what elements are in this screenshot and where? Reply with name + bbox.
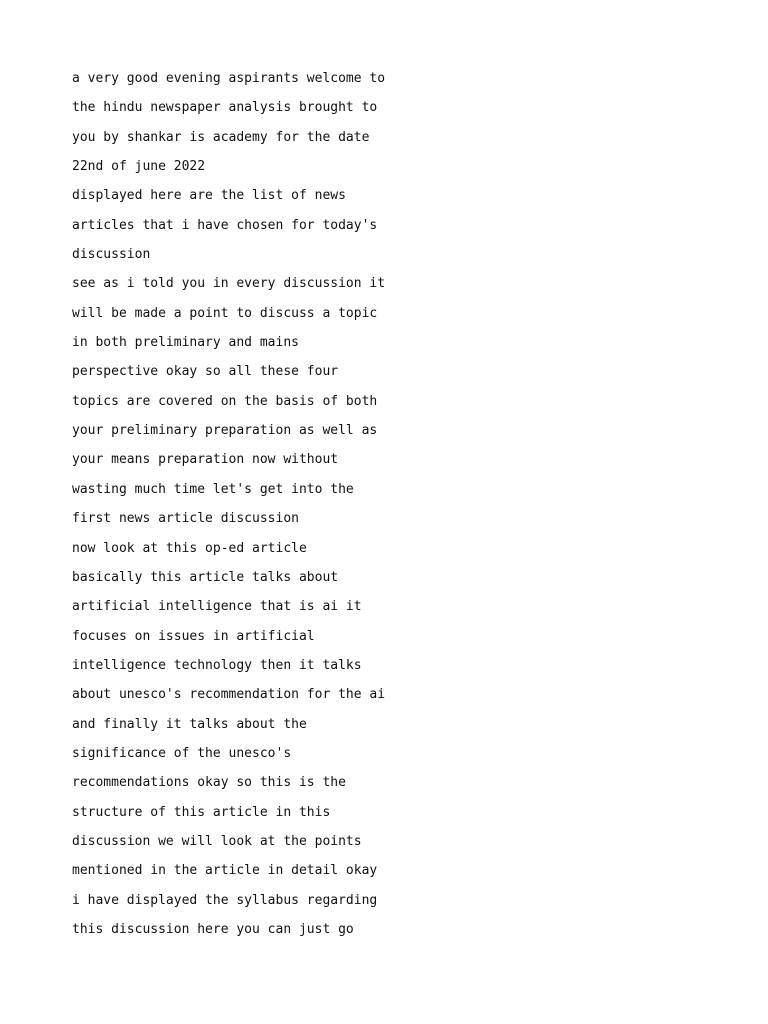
transcript-line: articles that i have chosen for today's <box>72 217 378 233</box>
transcript-line: see as i told you in every discussion it <box>72 276 386 292</box>
transcript-line: about unesco's recommendation for the ai <box>72 687 386 703</box>
transcript-line: this discussion here you can just go <box>72 921 354 937</box>
transcript-line: topics are covered on the basis of both <box>72 393 378 409</box>
transcript-line: basically this article talks about <box>72 569 339 585</box>
transcript-line: structure of this article in this <box>72 804 331 820</box>
transcript-line: your means preparation now without <box>72 452 339 468</box>
transcript-line: a very good evening aspirants welcome to <box>72 71 386 86</box>
transcript-line: first news article discussion <box>72 511 299 527</box>
transcript-line: i have displayed the syllabus regarding <box>72 892 378 908</box>
transcript-line: in both preliminary and mains <box>72 335 299 351</box>
transcript-line: significance of the unesco's <box>72 745 292 761</box>
transcript-line: 22nd of june 2022 <box>72 159 206 175</box>
transcript-line: your preliminary preparation as well as <box>72 423 378 439</box>
transcript-line: intelligence technology then it talks <box>72 657 362 673</box>
transcript-line: displayed here are the list of news <box>72 188 346 204</box>
transcript-line: recommendations okay so this is the <box>72 775 346 791</box>
transcript-line: mentioned in the article in detail okay <box>72 863 378 879</box>
transcript-line: focuses on issues in artificial <box>72 628 315 644</box>
transcript-line: perspective okay so all these four <box>72 364 339 380</box>
transcript-line: and finally it talks about the <box>72 716 307 732</box>
transcript-line: discussion <box>72 247 151 263</box>
transcript-line: discussion we will look at the points <box>72 833 362 849</box>
transcript-page <box>72 64 712 944</box>
transcript-line: the hindu newspaper analysis brought to <box>72 100 378 116</box>
transcript-line: wasting much time let's get into the <box>72 481 354 497</box>
transcript-line: will be made a point to discuss a topic <box>72 305 378 321</box>
transcript-line: artificial intelligence that is ai it <box>72 599 362 615</box>
transcript-line: now look at this op-ed article <box>72 540 307 556</box>
transcript-line: you by shankar is academy for the date <box>72 129 370 145</box>
